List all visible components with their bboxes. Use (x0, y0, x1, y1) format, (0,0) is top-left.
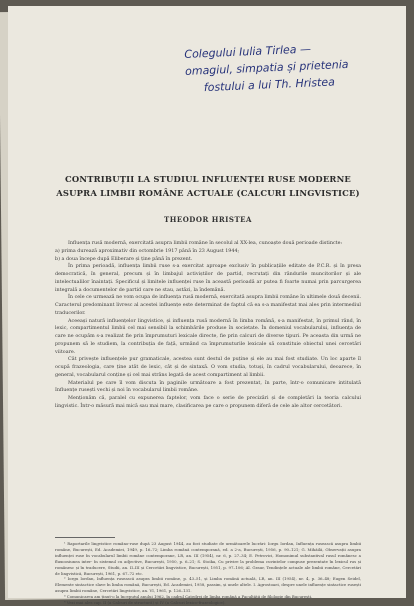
paragraph: a) prima durează aproximativ din octombrie 1917 până în 23 August 1944; (55, 247, 240, 254)
paragraph: Cât privește influențele pur gramaticale, acestea sunt destul de puține și ele au mai fost studiate. Un loc aparte îl ocupă frazeologia, care ține atât de lexic, cât și de sintaxă. O vom studia, totuși, în cadrul vocabularului, deoarece, în general, vocabularul conține și cel mai strâns legată de acest compartiment al limbii. (55, 356, 361, 378)
paragraph: Influența rusă modernă, exercitată asupra limbii române în secolul al XX-lea, cunoaște două perioade distincte: (68, 240, 343, 246)
footnotes (55, 541, 361, 606)
dedication-line: fostului a lui Th. Hristea (203, 75, 336, 95)
article-body (55, 240, 361, 411)
footnote: ² Iorgu Iordan, Influența rusească asupra limbii române, p. 43–51, și Limba română actuală, LR, an. III (1954), nr. 4, p. 36–48; Eugen Seidel, Elemente sintactice slave în limba română, București, Ed. Academiei, 1958, passim, și unele altele. I. Agrostoaei, despre unele influențe sintactice rusești asupra limbii române, Cercetări lingvistice, an. VI, 1961, p. 126–131. (55, 576, 361, 594)
document-page (8, 6, 406, 606)
paragraph: Menționăm că, paralel cu expunerea faptelor, vom face o serie de precizări și de completări la teoria calcului lingvistic. Într-o măsură mai mică sau mai mare, clasificarea pe care o propunem diferă de cele ale altor cercetători. (55, 395, 361, 409)
footnote: ¹ Raportarile lingvistice româno-ruse după 23 August 1944, au fost studiate de următoarele lucrări: Iorgu Iordan, Influența rusească asupra limbii române, București, Ed. Academiei, 1949, p. 16–72; Limba română contemporană, ed. a 2-a, București, 1956, p. 90–121; G. Mihăilă, Observații asupra influenței ruse în vocabularul limbii române contemporane, LR, an. III (1954), nr. 6, p. 27–34; E. Petrovici, Homonimul substantival rusul românesc a fluxoosiunea inter- în sistemul cu adjective, București, 1950, p. 6–21; S. Stoika, Cu privire la problema cuvintelor compuse prezentate în lexicul rus și românesc și în traducere, Studii, an. II–III și Cercetări lingvistice, București, 1951, p. 97–106; Al. Graur, Tendințele actuale ale limbii române, Cercetări de lingvistică, București, 1961, p. 67–72 etc. (55, 541, 361, 576)
paragraph: Materialul pe care îl vom discuta în paginile următoare a fost prezentat, în parte, într-o comunicare intitulată Influențe rusești vechi și noi în vocabularul limbii române. (55, 379, 361, 394)
handwritten-dedication (184, 36, 406, 97)
footnote: ³ Comunicarea am ținut-o la începutul anului 1962, în cadrul Catedrei de limba română a Facultății de filologie din București. (64, 594, 313, 600)
footnote-divider (55, 537, 115, 538)
dedication-line: Colegului Iulia Tirlea — (184, 42, 312, 61)
paragraph: b) a doua începe după Eliberare și ține până în prezent. (55, 255, 193, 262)
paragraph: În cele ce urmează ne vom ocupa de influența rusă modernă, exercitată asupra limbii române în ultimele două decenii. Caracterul predominant livresc al acestei influențe este determinat de faptul că ea s-a manifestat mai ales prin intermediul traducerilor. (55, 294, 361, 316)
footnote: ⁴ Vezi mai ales cap. II (a Calcuri de structură) și IV (a Calcuri lexico-frazeologice). (64, 600, 226, 606)
article-subtitle: ASUPRA LIMBII ROMÂNE ACTUALE (CALCURI LINGVISTICE) (56, 188, 360, 198)
dedication-line: omagiul, simpatia și prietenia (184, 57, 349, 78)
article-title: CONTRIBUȚII LA STUDIUL INFLUENȚEI RUSE MODERNE (64, 174, 352, 184)
author-name: THEODOR HRISTEA (164, 215, 252, 224)
paragraph: În prima perioadă, influența limbii ruse s-a exercitat aproape exclusiv în publicațiile editate de P.C.R. și în presa democratică, în general, precum și în limbajul activiștilor de partid, recrutați din rândurile muncitorilor și ale intelectualilor înaintați. Specificul și limitele influenței ruse în această perioadă ar putea fi foarte numai prin parcurgerea integrală a documentelor de partid care ne stau, astăzi, la îndemână. (55, 263, 361, 293)
paragraph: Aceeași natură influențelor lingvistice, și influența rusă modernă în limba română, s-a manifestat, în primul rând, în lexic, compartimentul limbii cel mai sensibil la schimbările produse în societate. În domeniul vocabularului, influența de care ne ocupăm s-a realizat fie prin împrumuturi lexicale directe, fie prin calcuri de diverse tipuri. Pe aceasta din urmă ne propunem să le studiem, la contribuția de față, urmând ca împrumuturile lexicale să constituie obiectul unei cercetări viitoare. (55, 317, 361, 355)
